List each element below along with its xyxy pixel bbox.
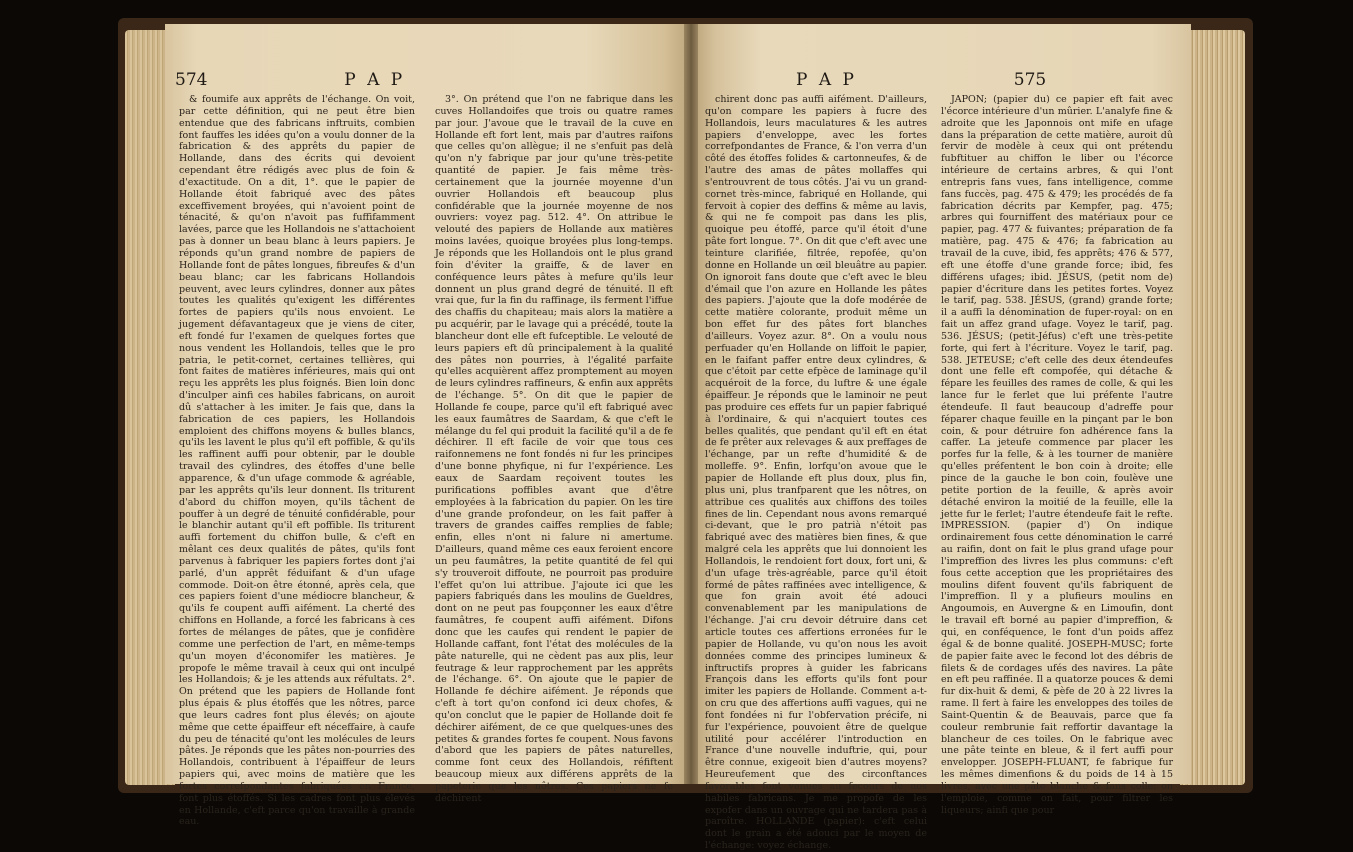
page-575 [691,24,1191,852]
page-575-header [796,70,1046,90]
running-head-left: P A P [344,70,406,90]
book-gutter [684,24,698,784]
running-head-right: P A P [796,70,857,90]
column-1 [179,94,415,828]
column-4-text: JAPON; (papier du) ce papier eft fait avec l'écorce intérieure d'un mûrier. L'analyfe fine & adroite que les Japonnois ont mife en ufage dans la préparation de cette matière, auroit dû fervir de modèle à ceux qui ont prétendu fubftituer au chiffon le liber ou l'écorce intérieure de certains arbres, & qui l'ont entrepris fans vues, fans intelligence, comme fans fuccès, pag. 475 & 479; les procédés de fa fabrication décrits par Kempfer, pag. 475; arbres qui fourniffent des matériaux pour ce papier, pag. 477 & fuivantes; préparation de fa matière, pag. 475 & 476; fa fabrication au travail de la cuve, ibid, fes apprêts; 476 & 577, eft une étoffe d'une grande force; ibid, fes différens ufages; ibid. JÉSUS, (petit nom de) papier d'écriture dans les petites fortes. Voyez le tarif, pag. 538. JÉSUS, (grand) grande forte; il a auffi la dénomination de fuper-royal: on en fait un affez grand ufage. Voyez le tarif, pag. 536. JÉSUS; (petit-Jéfus) c'eft une très-petite forte, qui fert à l'écriture. Voyez le tarif, pag. 538. JETEUSE; c'eft celle des deux étendeufes dont une felle eft compofée, qui détache & fépare les feuilles des rames de colle, & qui les lance fur le ferlet que lui préfente l'autre étendeufe. Il faut beaucoup d'adreffe pour féparer chaque feuille en la pinçant par le bon coin, & pour détruire fon adhérence fans la caffer. La jeteufe commence par placer les porfes fur la felle, & à les tourner de manière qu'elles préfentent le bon coin à droite; elle pince de la gauche le bon coin, foulève une petite portion de la feuille, & après avoir détaché environ la moitié de la feuille, elle la jette fur le ferlet; l'autre étendeufe fait le refte. IMPRESSION. (papier d') On indique ordinairement fous cette dénomination le carré au raifin, dont on fait le plus grand ufage pour l'impreffion des livres les plus communs: c'eft fous cette acception que les propriétaires des moulins difent fouvent qu'ils fabriquent de l'impreffion. Il y a plufieurs moulins en Angoumois, en Auvergne & en Limoufin, dont le travail eft borné au papier d'impreffion, & qui, en conféquence, le font d'un poids affez égal & de bonne qualité. JOSEPH-MUSC; forte de papier faite avec le fecond lot des débris de filets & de cordages ufés des navires. La pâte en eft peu raffinée. Il a quatorze pouces & demi fur dix-huit & demi, & pèfe de 20 à 22 livres la rame. Il fert à faire les enveloppes des toiles de Saint-Quentin & de Beauvais, parce que fa couleur rembrunie fait reffortir davantage la blancheur de ces toiles. On le fabrique avec une pâte teinte en bleue, & il fert auffi pour envelopper. JOSEPH-FLUANT, fe fabrique fur les mêmes dimenfions & du poids de 14 à 15 livres, avec une pâte blanche & fans colle: on l'emploie, comme on fait, pour filtrer les liqueurs; ainfi que pour [941,94,1173,816]
column-4 [941,94,1173,816]
column-1-text: & foumife aux apprêts de l'échange. On voit, par cette définition, qui ne peut être bien entendue que des fabricans inftruits, combien font fauffes les idées qu'on a voulu donner de la fabrication & des apprêts du papier de Hollande, dans des écrits qui devoient cependant être rédigés avec plus de foin & d'exactitude. On a dit, 1°. que le papier de Hollande étoit fabriqué avec des pâtes exceffivement broyées, qui n'avoient point de ténacité, & qu'on n'avoit pas fuffifamment lavées, parce que les Hollandois ne s'attachoient pas à donner un beau blanc à leurs papiers. Je réponds qu'un grand nombre de papiers de Hollande font de pâtes longues, fibreufes & d'un beau blanc; car les fabricans Hollandois peuvent, avec leurs cylindres, donner aux pâtes toutes les qualités qu'exigent les différentes fortes de papiers qu'ils nous envoient. Le jugement défavantageux que je viens de citer, eft fondé fur l'examen de quelques fortes que nous vendent les Hollandois, telles que le pro patria, le petit-cornet, certaines tellières, qui font faites de matières inférieures, mais qui ont reçu les apprêts les plus foignés. Bien loin donc d'inculper ainfi ces habiles fabricans, on auroit dû s'attacher à les imiter. Je fais que, dans la fabrication de ces papiers, les Hollandois emploient des chiffons moyens & bulles blancs, qu'ils les lavent le plus qu'il eft poffible, & qu'ils les raffinent auffi pour obtenir, par le double travail des cylindres, des étoffes d'une belle apparence, & d'un ufage commode & agréable, par les apprêts qu'ils leur donnent. Ils triturent d'abord du chiffon moyen, qu'ils tâchent de pouffer à un degré de ténuité confidérable, pour le blanchir autant qu'il eft poffible. Ils triturent auffi fortement du chiffon bulle, & c'eft en mêlant ces deux qualités de pâtes, qu'ils font parvenus à fabriquer les papiers fortes dont j'ai parlé, d'un apprêt féduifant & d'un ufage commode. Doit-on être étonné, après cela, que ces papiers foient d'une médiocre blancheur, & qu'ils fe coupent auffi aifément. La cherté des chiffons en Hollande, a forcé les fabricans à ces fortes de mélanges de pâtes, que je confidère comme une perfection de l'art, en même-temps qu'un moyen d'économifer les matières. Je propofe le même travail à ceux qui ont inculpé les Hollandois; & je les attends aux réfultats. 2°. On prétend que les papiers de Hollande font plus épais & plus étoffés que les nôtres, parce que leurs cadres font plus élevés; on ajoute même que cette épaiffeur eft néceffaire, à caufe du peu de ténacité qu'ont les molécules de leurs pâtes. Je réponds que les pâtes non-pourries des Hollandois, contribuent à l'épaiffeur de leurs papiers qui, avec moins de matière que les fortes correfpondantes fabriquées en France, font plus étoffés. Si les cadres font plus élevés en Hollande, c'eft parce qu'on travaille à grande eau. [179,94,415,828]
column-2-text: 3°. On prétend que l'on ne fabrique dans les cuves Hollandoifes que trois ou quatre rames par jour. J'avoue que le travail de la cuve en Hollande eft fort lent, mais par d'autres raifons que celles qu'on allègue; il ne s'enfuit pas delà qu'on n'y fabrique par jour qu'une très-petite quantité de papier. Je fais même très-certainement que la journée moyenne d'un ouvrier Hollandois eft beaucoup plus confidérable que la journée moyenne de nos ouvriers: voyez pag. 512. 4°. On attribue le velouté des papiers de Hollande aux matières moins lavées, quoique broyées plus long-temps. Je réponds que les Hollandois ont le plus grand foin d'éviter la graiffe, & de laver en conféquence leurs pâtes à mefure qu'ils leur donnent un plus grand degré de ténuité. Il eft vrai que, fur la fin du raffinage, ils ferment l'iffue des chaffis du chapiteau; mais alors la matière a pu acquérir, par le lavage qui a précédé, toute la blancheur dont elle eft fufceptible. Le velouté de leurs papiers eft dû principalement à la qualité des pâtes non pourries, à l'égalité parfaite qu'elles acquièrent affez promptement au moyen de leurs cylindres raffineurs, & enfin aux apprêts de l'échange. 5°. On dit que le papier de Hollande fe coupe, parce qu'il eft fabriqué avec les eaux faumâtres de Saardam, & que c'eft le mélange du fel qui produit la facilité qu'il a de fe déchirer. Il eft facile de voir que tous ces raifonnemens ne font fondés ni fur les principes d'une bonne phyfique, ni fur l'expérience. Les eaux de Saardam reçoivent toutes les purifications poffibles avant que d'être employées à la fabrication du papier. On les tire d'une grande profondeur, on les fait paffer à travers de grandes caiffes remplies de fable; enfin, elles n'ont ni falure ni amertume. D'ailleurs, quand même ces eaux feroient encore un peu faumâtres, la petite quantité de fel qui s'y trouveroit diffoute, ne pourroit pas produire l'effet qu'on lui attribue. J'ajoute ici que les papiers fabriqués dans les moulins de Gueldres, dont on ne peut pas foupçonner les eaux d'être faumâtres, fe coupent auffi aifément. Difons donc que les caufes qui rendent le papier de Hollande caffant, font l'état des molécules de la pâte naturelle, qui ne cèdent pas aux plis, leur feutrage & leur rapprochement par les apprêts de l'échange. 6°. On ajoute que le papier de Hollande fe déchire aifément. Je réponds que c'eft à tort qu'on confond ici deux chofes, & qu'on conclut que le papier de Hollande doit fe déchirer aifément, de ce que quelques-unes des petites & grandes fortes fe coupent. Nous favons d'abord que les papiers de pâtes naturelles, comme font ceux des Hollandois, réfiftent beaucoup mieux aux différens apprêts de la papeterie que les nôtres. Ces papiers ne fe déchirent [435,94,673,804]
column-3-text: chirent donc pas auffi aifément. D'ailleurs, qu'on compare les papiers à fucre des Hollandois, leurs maculatures & les autres papiers d'enveloppe, avec les fortes correfpondantes de France, & l'on verra d'un côté des étoffes folides & cartonneufes, & de l'autre des amas de pâtes mollaffes qui s'entrouvrent de tous côtés. J'ai vu un grand-cornet très-mince, fabriqué en Hollande, qui fervoit à copier des deffins & même au lavis, & qui ne fe compoit pas dans les plis, quoique peu étoffé, parce qu'il étoit d'une pâte fort longue. 7°. On dit que c'eft avec une teinture clarifiée, filtrée, repofée, qu'on donne en Hollande un œil bleuâtre au papier. On ignoroit fans doute que c'eft avec le bleu d'émail que l'on azure en Hollande les pâtes des papiers. J'ajoute que la dofe modérée de cette matière colorante, produit même un bon effet fur des pâtes fort blanches d'ailleurs. Voyez azur. 8°. On a voulu nous perfuader qu'en Hollande on liffoit le papier, en le faifant paffer entre deux cylindres, & que c'étoit par cette efpèce de laminage qu'il acquéroit de la force, du luftre & une égale épaiffeur. Je réponds que le laminoir ne peut pas produire ces effets fur un papier fabriqué à l'ordinaire, & qui n'acquiert toutes ces belles qualités, que pendant qu'il eft en état de fe prêter aux relevages & aux preffages de l'échange, par un refte d'humidité & de molleffe. 9°. Enfin, lorfqu'on avoue que le papier de Hollande eft plus doux, plus fin, plus uni, plus tranfparent que les nôtres, on attribue ces qualités aux chiffons des toiles fines de lin. Cependant nous avons remarqué ci-devant, que le pro patrià n'étoit pas fabriqué avec des matières bien fines, & que malgré cela les apprêts que lui donnoient les Hollandois, le rendoient fort doux, fort uni, & d'un ufage très-agréable, parce qu'il étoit formé de pâtes raffinées avec intelligence, & que fon grain avoit été adouci convenablement par les manipulations de l'échange. J'ai cru devoir détruire dans cet article toutes ces affertions erronées fur le papier de Hollande, vu qu'on nous les avoit données comme des principes lumineux & inftructifs propres à guider les fabricans François dans les efforts qu'ils font pour imiter les papiers de Hollande. Comment a-t-on cru que des affertions auffi vagues, qui ne font fondées ni fur l'obfervation précife, ni fur l'expérience, pouvoient être de quelque utilité pour accélérer l'introduction en France d'une nouvelle induftrie, qui, pour être connue, exigeoit bien d'autres moyens? Heureufement que des circonftances favorables font venues au fecours de nos habiles fabricans. Je me propofe de les expofer dans un ouvrage qui ne tardera pas à paroître. HOLLANDE (papier): c'eft celui dont le grain a été adouci par le moyen de l'échange: voyez échange. [705,94,927,852]
column-3 [705,94,927,852]
column-2 [435,94,673,804]
page-574-header [175,70,405,90]
page-number-574: 574 [175,70,208,90]
page-574 [165,24,691,828]
page-number-575: 575 [1013,70,1047,90]
